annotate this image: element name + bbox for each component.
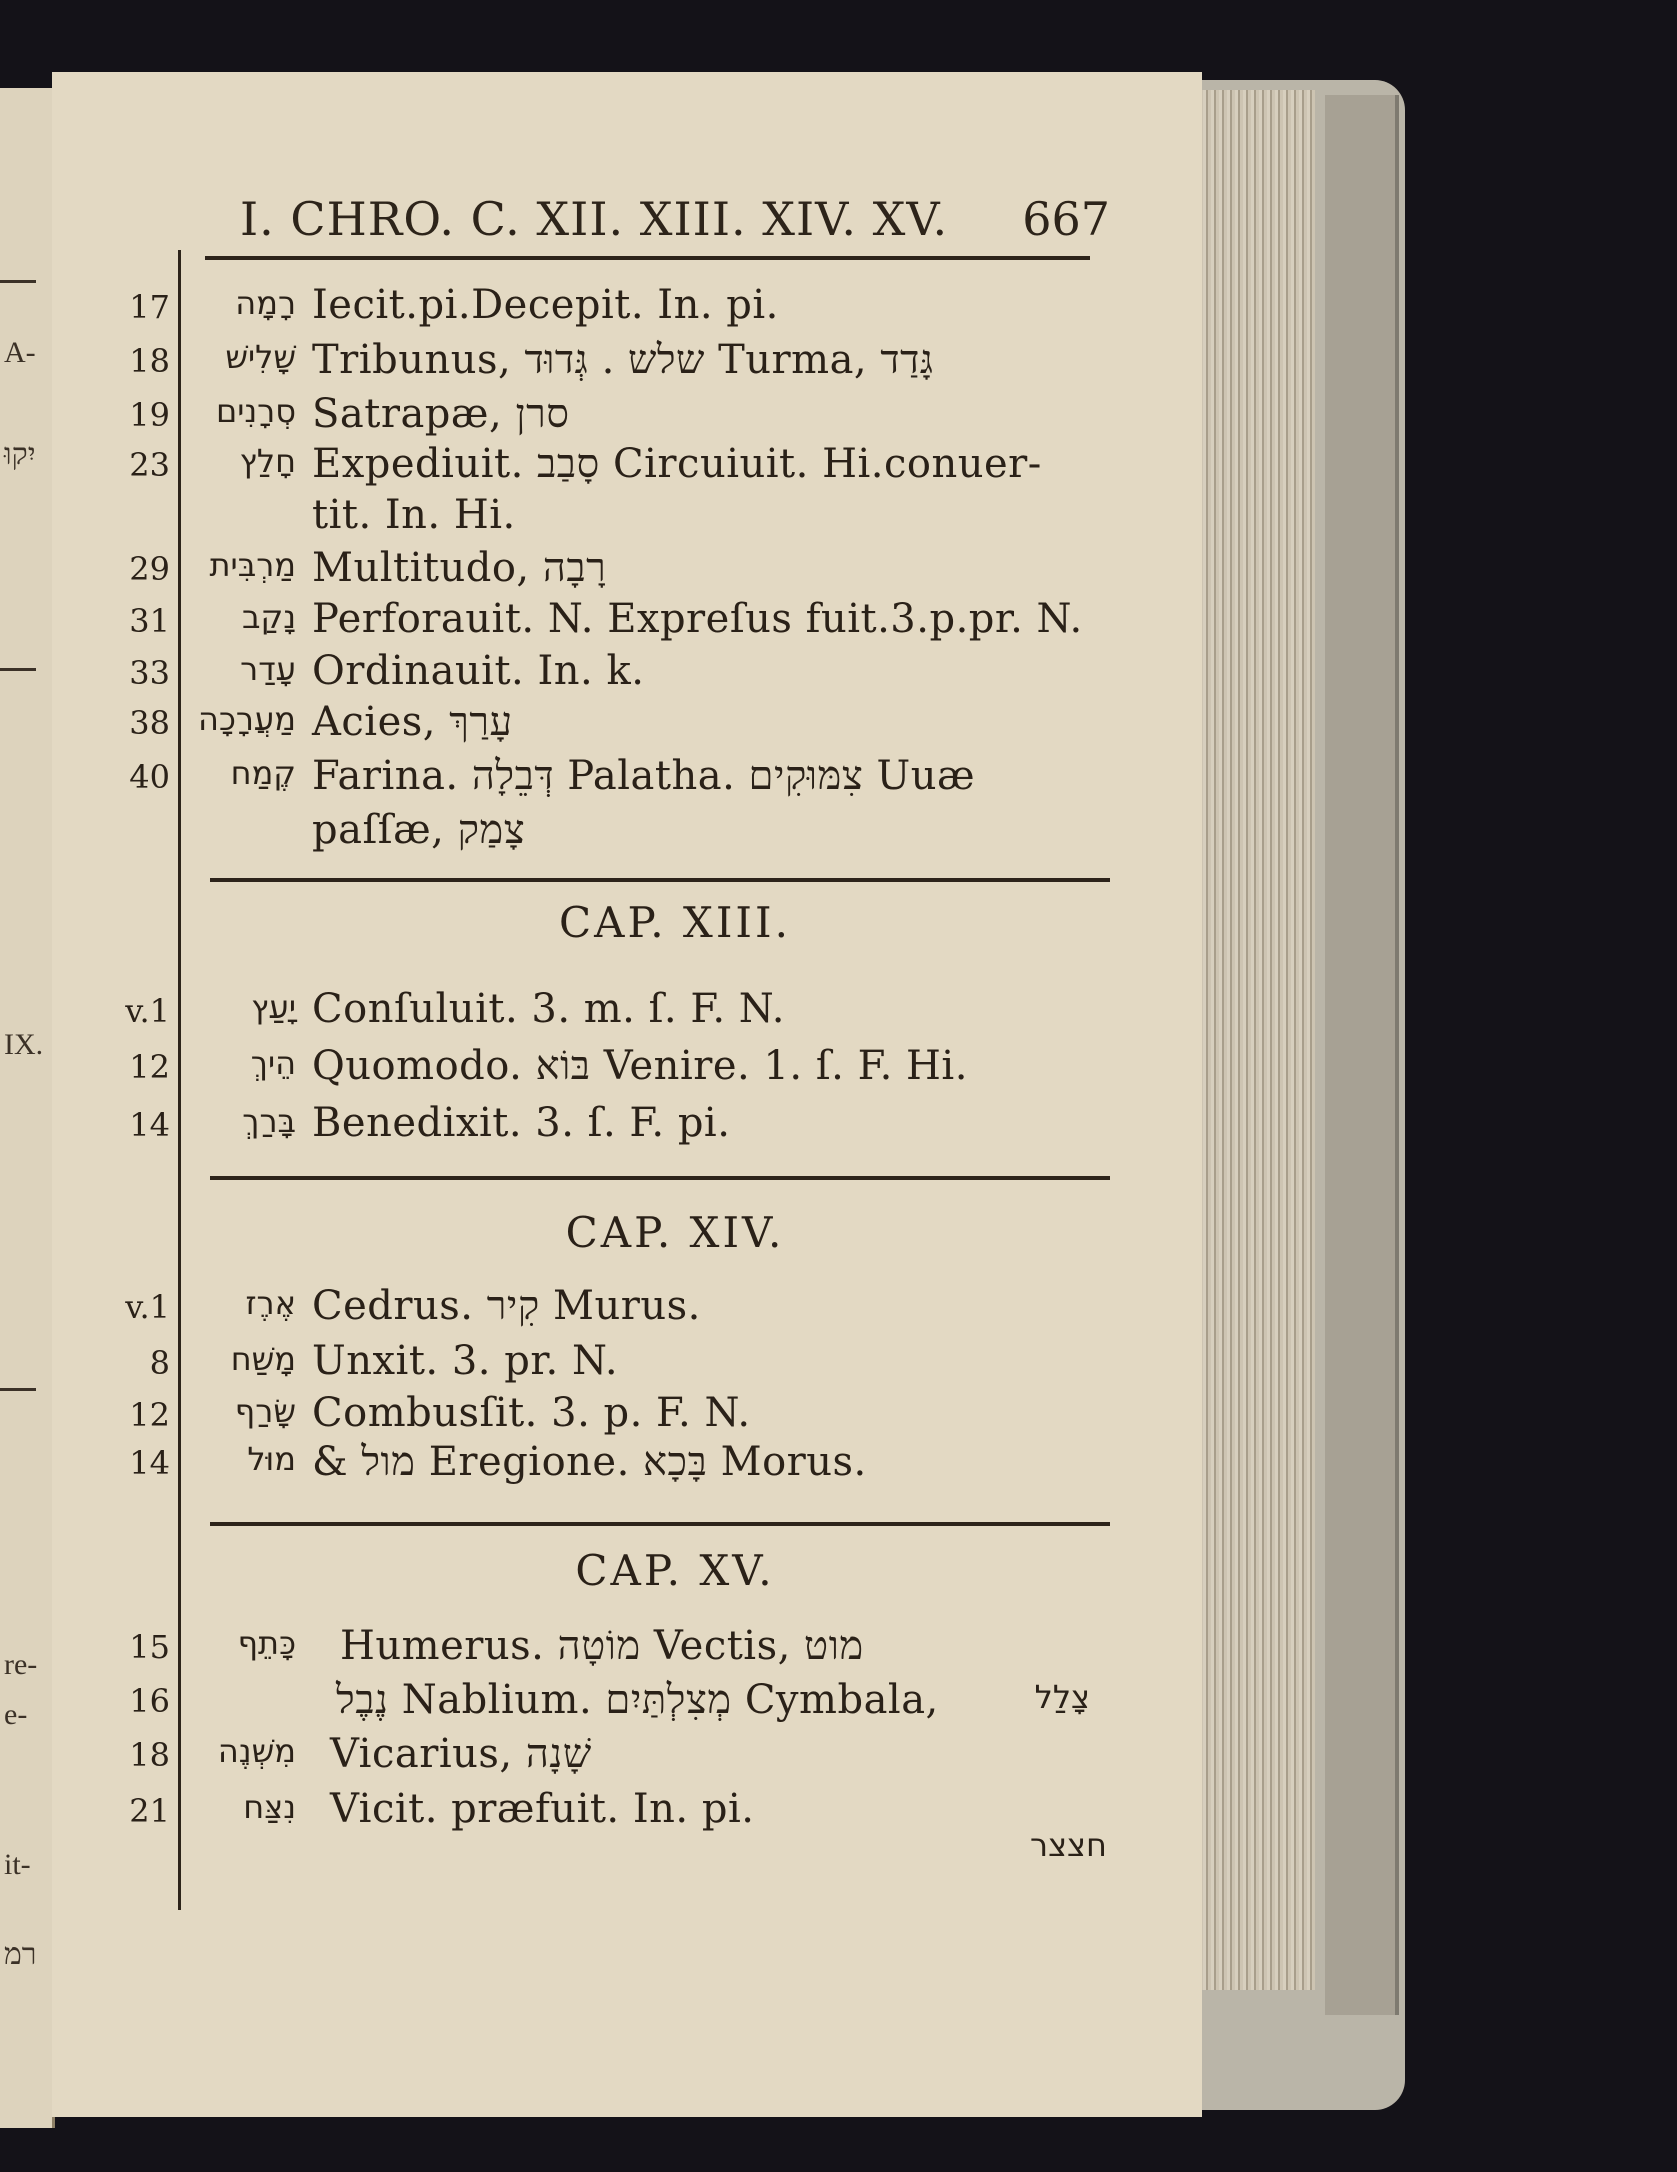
gloss-text: & מול Eregione. בָּכָא Morus. — [312, 1439, 867, 1485]
gloss-text: נֶבֶל Nablium. מְצִלְתַּיִם Cymbala, — [336, 1677, 939, 1723]
gloss-text: Conſuluit. 3. m. ſ. F. N. — [312, 986, 785, 1032]
verse-number: 16 — [129, 1682, 170, 1720]
hebrew-headword: הֵיךְ — [250, 1044, 296, 1082]
chapter-heading: CAP. XIV. — [565, 1208, 785, 1257]
margin-fragment: it- — [4, 1848, 31, 1881]
gloss-text: Farina. דְּבֵלָה Palatha. צִמּוּקִים Uuæ — [312, 753, 976, 799]
hebrew-headword: קֶמַח — [230, 754, 296, 792]
hebrew-headword: צָלַל — [1034, 1678, 1090, 1716]
verse-number: 18 — [129, 342, 170, 380]
verse-number: 31 — [129, 602, 170, 640]
gloss-text: Unxit. 3. pr. N. — [312, 1338, 619, 1384]
hebrew-headword: מִשְׁנֶה — [217, 1732, 296, 1770]
verse-number: 40 — [129, 758, 170, 796]
gloss-text: Acies, עָרַךְ — [312, 699, 513, 745]
previous-page-edge — [0, 88, 55, 2128]
margin-fragment: re- — [4, 1648, 38, 1681]
hebrew-headword: עָדַר — [240, 650, 296, 688]
verse-number: 21 — [129, 1792, 170, 1830]
verse-number: v.1 — [125, 1288, 170, 1326]
hebrew-headword: מוּל — [247, 1440, 296, 1478]
gloss-text: Ordinauit. In. k. — [312, 648, 645, 694]
hebrew-headword: נִצַּח — [243, 1788, 296, 1826]
gloss-text: Quomodo. בּוֹא Venire. 1. ſ. F. Hi. — [312, 1043, 968, 1089]
section-rule — [210, 1522, 1110, 1526]
chapter-heading: CAP. XIII. — [559, 898, 791, 947]
verse-number: 33 — [129, 654, 170, 692]
verse-number: 38 — [129, 704, 170, 742]
verse-number: 18 — [129, 1736, 170, 1774]
catchword: חצצר — [1030, 1826, 1107, 1864]
gloss-text: Satrapæ, סרן — [312, 391, 570, 437]
gloss-text: tit. In. Hi. — [312, 492, 516, 538]
hebrew-headword: אֶרֶז — [245, 1284, 296, 1322]
hebrew-headword: כָּתֵף — [237, 1624, 296, 1662]
hebrew-headword: שָׁלִישׁ — [225, 338, 296, 376]
verse-number: 12 — [129, 1048, 170, 1086]
verse-number: 12 — [129, 1396, 170, 1434]
gloss-text: Tribunus, שלש . גְּדוּד Turma, גָּדַד — [312, 337, 934, 383]
hebrew-headword: מָשַׁח — [230, 1340, 296, 1378]
page-leaves — [1195, 90, 1315, 1990]
verse-number: 14 — [129, 1444, 170, 1482]
running-head — [240, 192, 1110, 252]
gloss-text: Vicarius, שָׁנָה — [330, 1731, 592, 1777]
gloss-text: Expediuit. סָבַב Circuiuit. Hi.conuer- — [312, 441, 1042, 487]
margin-fragment: יִקוּ — [4, 438, 36, 471]
gloss-text: Vicit. præfuit. In. pi. — [330, 1786, 755, 1832]
margin-fragment: רמ — [4, 1938, 37, 1971]
gloss-text: Combusſit. 3. p. F. N. — [312, 1390, 751, 1436]
running-title: I. CHRO. C. XII. XIII. XIV. XV. — [240, 192, 949, 246]
chapter-heading: CAP. XV. — [575, 1546, 775, 1595]
hebrew-headword: רָמָה — [235, 284, 296, 322]
margin-fragment: A- — [4, 336, 36, 369]
gloss-text: Iecit.pi.Decepit. In. pi. — [312, 282, 779, 328]
gloss-text: paſſæ, צָמַק — [312, 807, 526, 853]
hebrew-headword: מַרְבִּית — [209, 546, 296, 584]
header-rule — [205, 256, 1090, 260]
gloss-text: Humerus. מוֹטָה Vectis, מוט — [340, 1623, 864, 1669]
verse-number: 14 — [129, 1106, 170, 1144]
hebrew-headword: נָקַב — [241, 598, 296, 636]
gloss-text: Perforauit. N. Expreſus fuit.3.p.pr. N. — [312, 596, 1083, 642]
gloss-text: Cedrus. קִיר Murus. — [312, 1283, 701, 1329]
verse-number: v.1 — [125, 992, 170, 1030]
hebrew-headword: יָעַץ — [251, 988, 296, 1026]
vellum-cover — [1325, 95, 1399, 2015]
verse-number: 15 — [129, 1628, 170, 1666]
verse-number: 17 — [129, 288, 170, 326]
section-rule — [210, 878, 1110, 882]
verse-number: 19 — [129, 396, 170, 434]
margin-fragment: e- — [4, 1698, 28, 1731]
prev-page-rule — [0, 280, 36, 283]
page-number: 667 — [1022, 192, 1110, 246]
hebrew-headword: חָלַץ — [239, 442, 296, 480]
prev-page-rule — [0, 1388, 36, 1391]
verse-number: 29 — [129, 550, 170, 588]
hebrew-headword: מַעֲרָכָה — [198, 700, 296, 738]
gloss-text: Multitudo, רָבָה — [312, 545, 607, 591]
verse-column-rule — [178, 250, 181, 1910]
margin-fragment: IX. — [4, 1028, 44, 1061]
verse-number: 23 — [129, 446, 170, 484]
hebrew-headword: סְרָנִים — [215, 392, 296, 430]
hebrew-headword: בָּרַךְ — [242, 1102, 296, 1140]
prev-page-rule — [0, 668, 36, 671]
hebrew-headword: שָׂרַף — [234, 1392, 296, 1430]
gloss-text: Benedixit. 3. ſ. F. pi. — [312, 1100, 731, 1146]
section-rule — [210, 1176, 1110, 1180]
verse-number: 8 — [149, 1344, 170, 1382]
